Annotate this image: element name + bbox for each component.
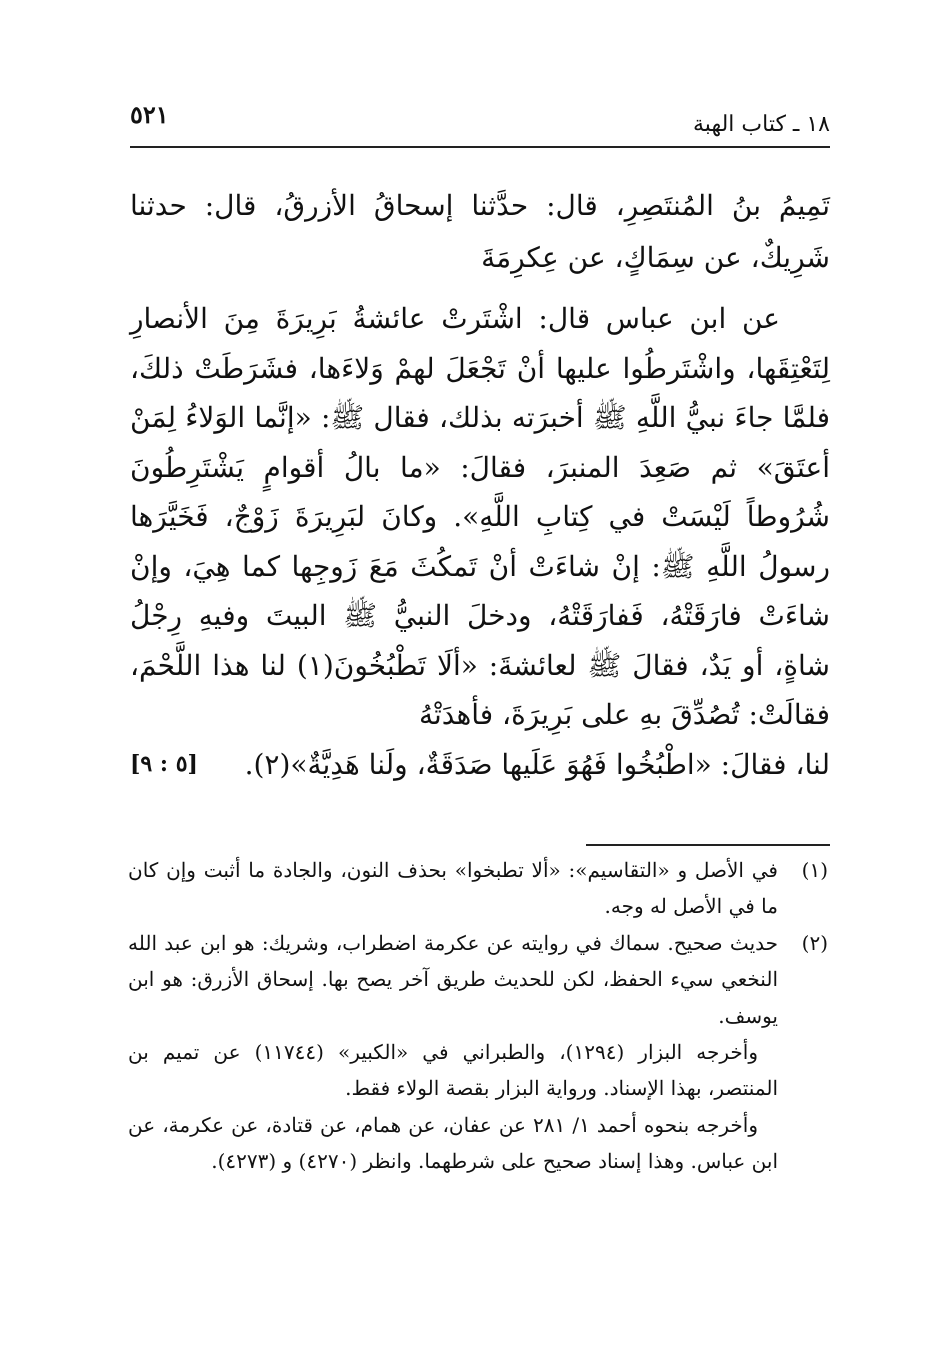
footnote [128, 852, 830, 925]
chapter-title: ١٨ ـ كتاب الهبة [693, 112, 830, 137]
page-header [130, 100, 830, 142]
footnote-paragraph: وأخرجه البزار (١٢٩٤)، والطبراني في «الكبير» (١١٧٤٤) عن تميم بن المنتصر، بهذا الإسناد. ورواية البزار بقصة الولاء فقط. [128, 1040, 778, 1101]
footnote-number: (٢) [801, 930, 828, 955]
footnote-paragraph: في الأصل و «التقاسيم»: «ألا تطبخوا» بحذف النون، والجادة ما أثبت وإن كان ما في الأصل له وجه. [128, 858, 778, 919]
page-number: ٥٢١ [130, 100, 169, 129]
hadith-closing-text: لنا، فقالَ: «اطْبُخُوا فَهُوَ عَلَيها صَدَقَةٌ، ولَنا هَدِيَّةٌ»(٢). [244, 747, 830, 781]
footnote-number: (١) [801, 858, 828, 882]
isnad-text: تَمِيمُ بنُ المُنتَصِرِ، قال: حدَّثنا إسحاقُ الأزرقُ، قال: حدثنا شَرِيكٌ، عن سِمَاكٍ، عن عِكرِمَةَ [130, 189, 830, 274]
hadith-last-line [130, 740, 830, 790]
hadith-reference: [٥ : ٩] [130, 750, 198, 777]
hadith-text: عن ابن عباس قال: اشْتَرتْ عائشةُ بَرِيرَةَ مِنَ الأنصارِ لِتَعْتِقَها، واشْتَرطُوا عليها أنْ تَجْعَلَ لهمْ وَلاءَها، فشَرَطَتْ ذلكَ، فلمَّا جاءَ نبيُّ اللَّهِ ﷺ أخبرَته بذلك، فقال ﷺ: «إنَّما الوَلاءُ لِمَنْ أعتَقَ» ثم صَعِدَ المنبرَ، فقالَ: «ما بالُ أقوامٍ يَشْتَرِطُونَ شُرُوطاً لَيْسَتْ في كِتابِ اللَّهِ». وكانَ لبَرِيرَةَ زَوْجٌ، فَخَيَّرَها رسولُ اللَّهِ ﷺ: إنْ شاءَتْ أنْ تَمكُثَ مَعَ زَوجِها كما هِيَ، وإنْ شاءَتْ فارَقَتْهُ، فَفارَقَتْهُ، ودخلَ النبيُّ ﷺ البيتَ وفيهِ رِجْلُ شاةٍ، أو يَدٌ، فقالَ ﷺ لعائشةَ: «ألَا تَطْبُخُونَ(١) لنا هذا اللَّحْمَ، فقالَتْ: تُصُدِّقَ بهِ على بَرِيرَةَ، فأهدَتْهُ [130, 302, 830, 731]
footnote-separator [586, 844, 830, 846]
header-rule [130, 146, 830, 148]
footnote [128, 925, 830, 1180]
hadith-block [130, 294, 830, 789]
footnote-paragraph: حديث صحيح. سماك في روايته عن عكرمة اضطراب، وشريك: هو ابن عبد الله النخعي سيء الحفظ، لكن للحديث طريق آخر يصح بها. إسحاق الأزرق: هو ابن يوسف. [128, 930, 778, 1028]
footnotes [128, 852, 830, 1180]
footnote-paragraph: وأخرجه بنحوه أحمد ١/ ٢٨١ عن عفان، عن همام، عن قتادة، عن عكرمة، عن ابن عباس. وهذا إسناد صحيح على شرطهما. وانظر (٤٢٧٠) و (٤٢٧٣). [128, 1112, 778, 1174]
isnad-block [130, 180, 830, 284]
